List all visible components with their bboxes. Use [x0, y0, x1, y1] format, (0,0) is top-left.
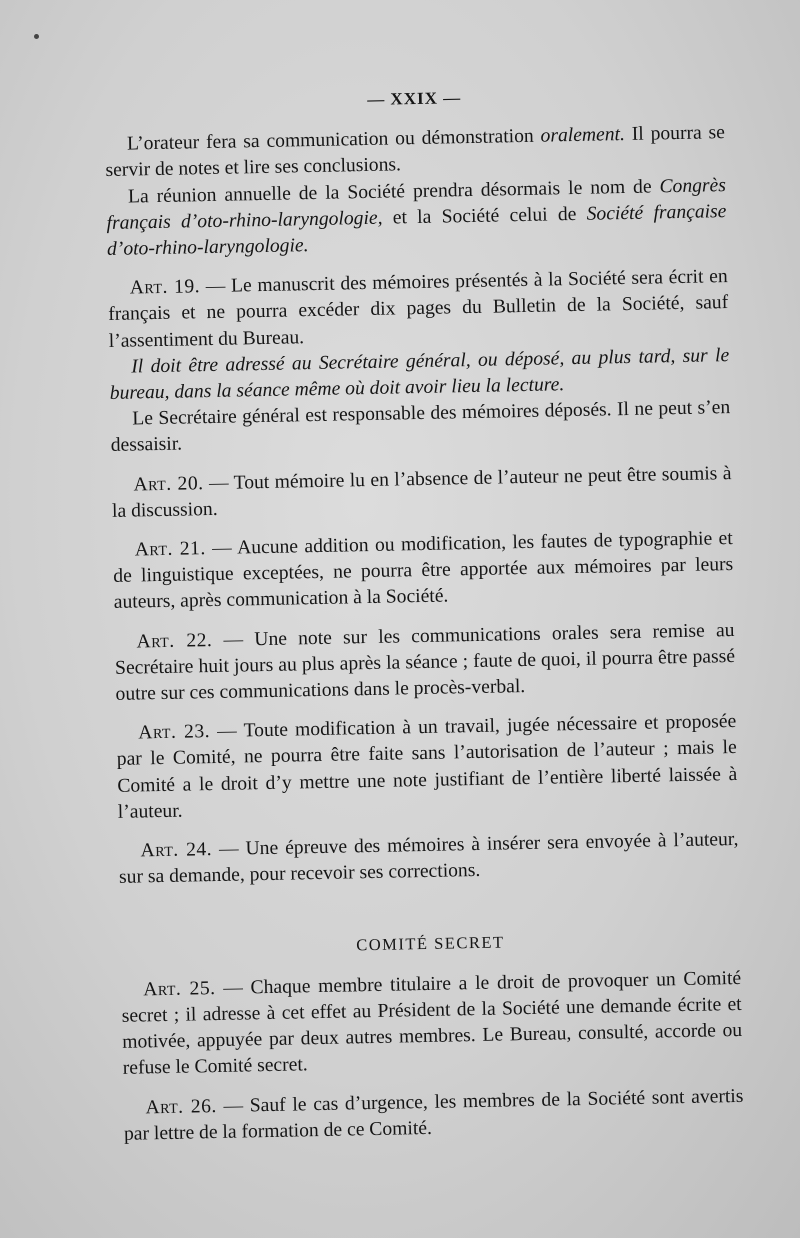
article-text: — Sauf le cas d’urgence, les membres de la Société sont avertis par lettre de la formation de ce Comité. [123, 1085, 744, 1145]
text-run: L’orateur fera sa communication ou démonstration [126, 125, 541, 155]
text-run: Le Secrétaire général est responsable des mémoires déposés. Il ne peut s’en dessaisir. [110, 397, 731, 457]
page-content [104, 80, 744, 1148]
article-24 [118, 827, 739, 891]
article-22 [114, 618, 735, 708]
article-20 [111, 461, 732, 525]
article-number: Art. 24. [140, 839, 213, 862]
article-text: — Une épreuve des mémoires à insérer sera envoyée à l’auteur, sur sa demande, pour recevoir ses corrections. [118, 829, 739, 889]
paragraph [106, 173, 727, 263]
text-run: La réunion annuelle de la Société prendra désormais le nom de [127, 175, 660, 208]
article-number: Art. 19. [129, 276, 201, 299]
paragraph [110, 395, 731, 459]
article-21 [113, 526, 734, 616]
article-text: — Tout mémoire lu en l’absence de l’auteur ne peut être soumis à la discussion. [111, 462, 732, 522]
text-run: Il pourra se servir de notes et lire ses conclusions. [105, 122, 726, 182]
article-number: Art. 26. [145, 1095, 217, 1118]
page-number: — XXIX — [367, 88, 462, 109]
article-23 [116, 709, 738, 826]
text-run: et la Société celui de [382, 203, 587, 229]
article-number: Art. 20. [133, 472, 204, 496]
article-text: — Chaque membre titulaire a le droit de provoquer un Comité secret ; il adresse à cet effet au Président de la Société une demande écrite et motivée, appuyée par deux autres membres. Le Bureau, consulté, accorde ou refuse le Comité secret. [121, 967, 743, 1080]
article-19 [108, 264, 729, 354]
article-text: — Le manuscrit des mémoires présentés à la Société sera écrit en français et ne pourra excéder dix pages du Bulletin de la Société, sauf l’assentiment du Bureau. [108, 266, 729, 352]
article-26 [123, 1083, 744, 1147]
scan-speck [34, 34, 39, 39]
article-number: Art. 21. [134, 538, 206, 561]
article-text: — Toute modification à un travail, jugée nécessaire et proposée par le Comité, ne pourra être faite sans l’autorisation de l’auteur ; mais le Comité a le droit d’y mettre une note justifiant de l’entière liberté laissée à l’auteur. [116, 711, 738, 823]
italic-run: Il doit être adressé au Secrétaire général, ou déposé, au plus tard, sur le bureau, dans la séance même où doit avoir lieu la lecture. [109, 344, 730, 404]
italic-run: Congrès français d’oto-rhino-laryngologie, [106, 174, 727, 234]
article-number: Art. 23. [138, 721, 211, 744]
article-text: — Aucune addition ou modification, les fautes de typographie et de linguistique exceptées, ne pourra être apportée aux mémoires par leurs auteurs, après communication à la Société. [113, 528, 734, 614]
article-text: — Une note sur les communications orales sera remise au Secrétaire huit jours au plus après la séance ; faute de quoi, il pourra être passé outre sur ces communications dans le procès-verbal. [114, 619, 736, 705]
section-heading: COMITÉ SECRET [356, 932, 505, 955]
italic-run: oralement. [540, 124, 626, 147]
article-25 [121, 966, 743, 1083]
italic-run: Société française d’oto-rhino-laryngologie. [106, 200, 727, 260]
article-number: Art. 22. [136, 629, 213, 653]
article-number: Art. 25. [143, 977, 216, 1001]
